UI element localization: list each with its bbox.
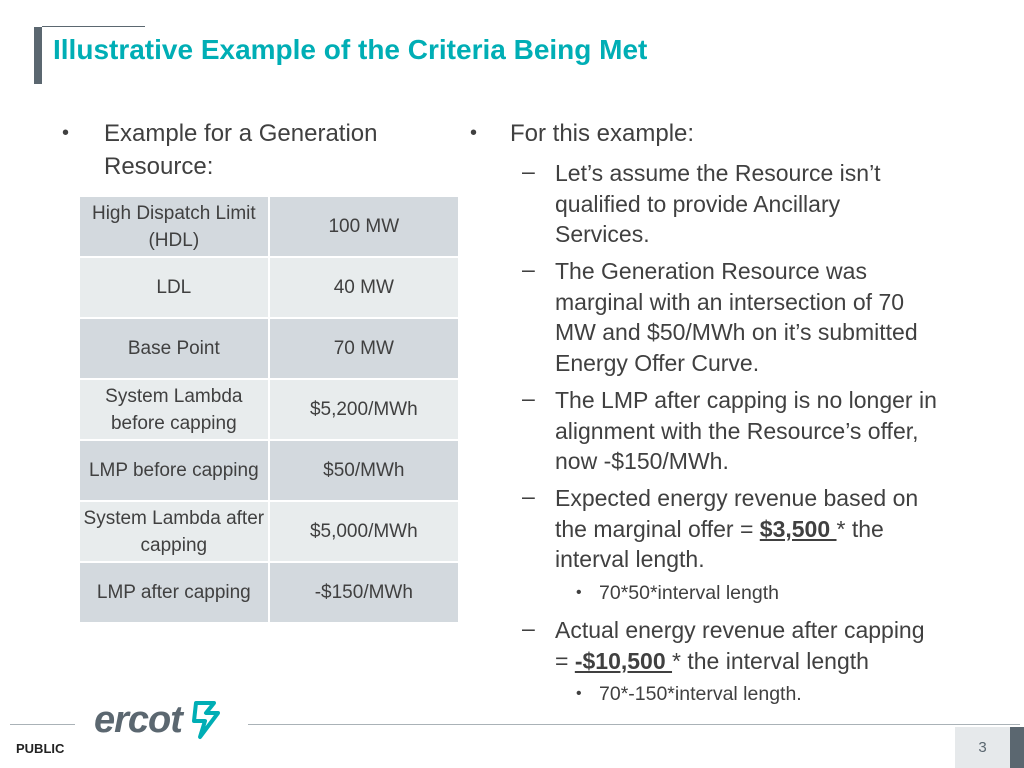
table-cell-label: System Lambda after capping <box>79 501 269 562</box>
table-cell-value: $50/MWh <box>269 440 459 501</box>
sub-bullet-line: interval length. <box>555 546 705 572</box>
actual-revenue-suffix: * the interval length <box>672 647 869 674</box>
sub-bullet-line: The Generation Resource was <box>555 258 867 284</box>
ercot-logo-text: ercot <box>94 699 182 741</box>
sub-bullet-line: qualified to provide Ancillary <box>555 190 841 217</box>
dash-marker: – <box>522 256 535 282</box>
ercot-bolt-icon <box>188 699 224 741</box>
slide-title: Illustrative Example of the Criteria Being Met <box>53 34 648 65</box>
sub-bullet-line: Actual energy revenue after capping <box>555 617 925 643</box>
classification-label: PUBLIC <box>16 741 65 756</box>
footer-rule-left <box>10 724 75 725</box>
expected-revenue-value: $3,500 <box>759 515 837 542</box>
table-row <box>79 318 459 379</box>
page-number: 3 <box>978 739 987 756</box>
table-cell-label: System Lambda before capping <box>79 379 269 440</box>
sub-bullet-line: The LMP after capping is no longer in <box>555 387 937 413</box>
sub-bullet <box>555 483 995 575</box>
table-cell-value: 100 MW <box>269 196 459 257</box>
actual-revenue-prefix: = <box>555 647 575 674</box>
sub-bullet-line <box>555 514 995 545</box>
sub-bullet <box>555 385 995 477</box>
dash-marker: – <box>522 385 535 411</box>
resource-table <box>78 195 460 624</box>
right-bullet: For this example: <box>510 120 695 147</box>
table-cell-value: $5,200/MWh <box>269 379 459 440</box>
left-bullet-line1: Example for a Generation <box>104 120 378 147</box>
expected-revenue-prefix: the marginal offer = <box>555 515 760 542</box>
sub-bullet-line: Energy Offer Curve. <box>555 349 760 376</box>
table-cell-label: LMP before capping <box>79 440 269 501</box>
bullet-marker: • <box>470 122 478 144</box>
table-row <box>79 440 459 501</box>
sub-bullet <box>555 256 995 378</box>
left-bullet <box>104 117 377 183</box>
sub-sub-bullet-marker: • <box>576 584 582 601</box>
sub-bullet-line: marginal with an intersection of 70 <box>555 288 905 315</box>
title-accent-bar <box>34 27 42 84</box>
page-number-box <box>955 727 1010 768</box>
actual-revenue-value: -$10,500 <box>574 647 673 674</box>
dash-marker: – <box>522 483 535 509</box>
table-row <box>79 379 459 440</box>
sub-sub-bullet: 70*-150*interval length. <box>599 683 802 705</box>
table-row <box>79 562 459 623</box>
footer-rule-right <box>248 724 1020 725</box>
table-cell-value: 40 MW <box>269 257 459 318</box>
table-row <box>79 257 459 318</box>
title-top-rule <box>42 26 145 27</box>
table-row <box>79 196 459 257</box>
page-number-strip <box>1010 727 1024 768</box>
sub-bullet-line: MW and $50/MWh on it’s submitted <box>555 319 918 345</box>
table-cell-value: 70 MW <box>269 318 459 379</box>
sub-bullet-line <box>555 646 995 677</box>
sub-bullet-line: alignment with the Resource’s offer, <box>555 417 919 444</box>
dash-marker: – <box>522 615 535 641</box>
table-cell-label: Base Point <box>79 318 269 379</box>
left-bullet-line2: Resource: <box>104 153 214 180</box>
sub-bullet-line: now -$150/MWh. <box>555 448 729 474</box>
table-cell-label: LMP after capping <box>79 562 269 623</box>
sub-bullet-line: Services. <box>555 221 650 247</box>
sub-sub-bullet: 70*50*interval length <box>599 582 779 604</box>
table-cell-value: $5,000/MWh <box>269 501 459 562</box>
table-cell-value: -$150/MWh <box>269 562 459 623</box>
dash-marker: – <box>522 158 535 184</box>
table-cell-label: High Dispatch Limit (HDL) <box>79 196 269 257</box>
sub-bullet <box>555 158 995 250</box>
sub-bullet <box>555 615 995 676</box>
expected-revenue-suffix: * the <box>836 515 884 542</box>
sub-sub-bullet-marker: • <box>576 685 582 702</box>
sub-bullet-line: Expected energy revenue based on <box>555 485 919 511</box>
ercot-logo <box>94 699 224 749</box>
bullet-marker: • <box>62 122 70 144</box>
table-row <box>79 501 459 562</box>
sub-bullet-line: Let’s assume the Resource isn’t <box>555 160 881 186</box>
table-cell-label: LDL <box>79 257 269 318</box>
